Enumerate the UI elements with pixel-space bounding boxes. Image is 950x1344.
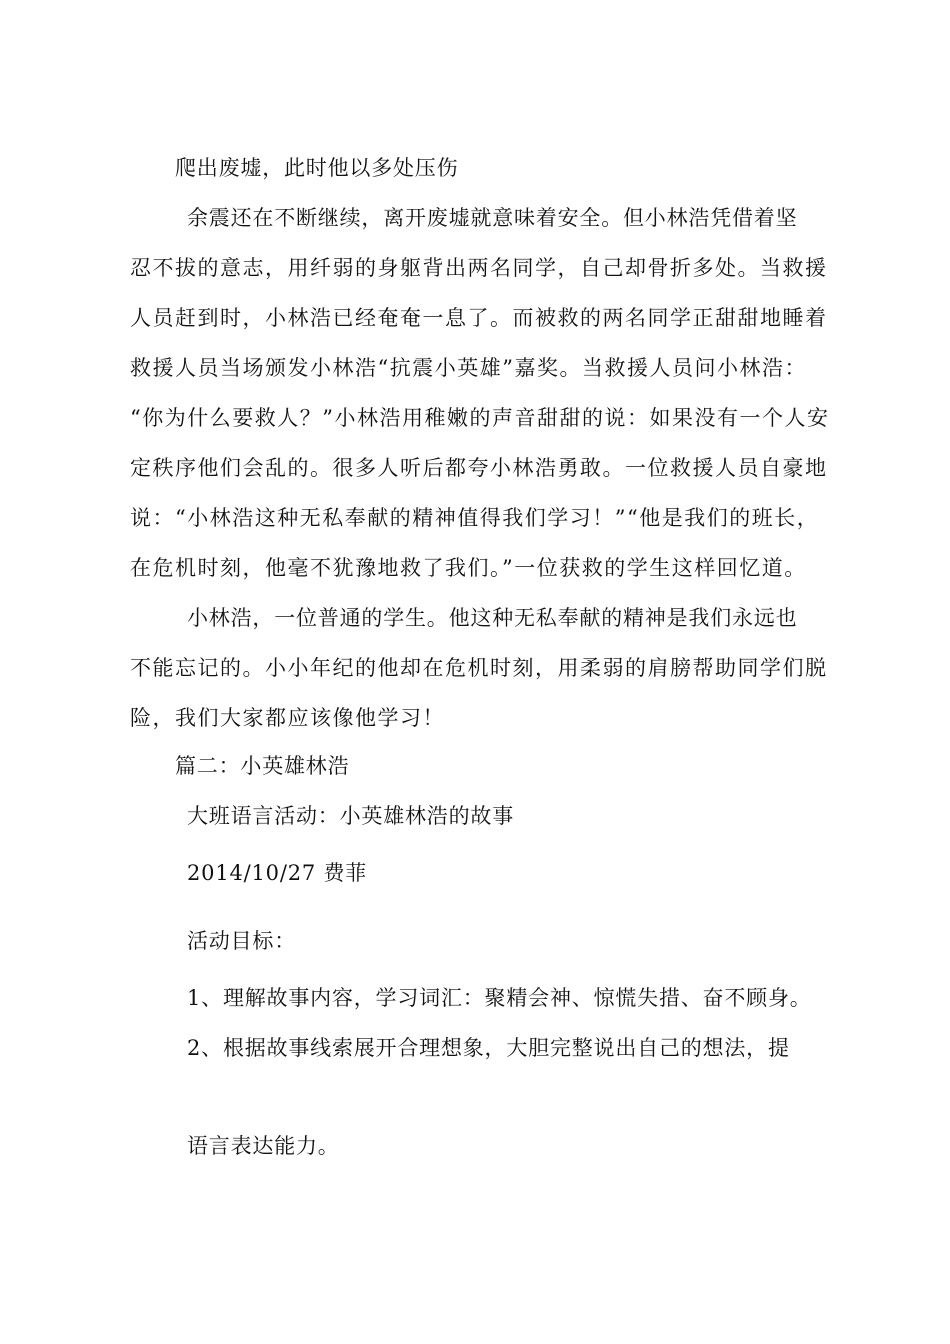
activity-title: 大班语言活动：小英雄林浩的故事 xyxy=(187,804,514,828)
paragraph-2-line-2: 不能忘记的。小小年纪的他却在危机时刻，用柔弱的肩膀帮助同学们脱 xyxy=(130,656,828,680)
paragraph-1-line-8: 在危机时刻，他毫不犹豫地救了我们。”一位获救的学生这样回忆道。 xyxy=(130,556,807,580)
paragraph-1-line-4: 救援人员当场颁发小林浩“抗震小英雄”嘉奖。当救援人员问小林浩： xyxy=(130,356,807,380)
goal-item-2: 2、根据故事线索展开合理想象，大胆完整说出自己的想法，提 xyxy=(187,1036,790,1060)
goal-item-1: 1、理解故事内容，学习词汇：聚精会神、惊慌失措、奋不顾身。 xyxy=(187,986,812,1010)
text-line-1: 爬出废墟，此时他以多处压伤 xyxy=(175,156,459,180)
paragraph-1-line-3: 人员赶到时，小林浩已经奄奄一息了。而被救的两名同学正甜甜地睡着 xyxy=(130,306,828,330)
paragraph-2-line-1: 小林浩，一位普通的学生。他这种无私奉献的精神是我们永远也 xyxy=(187,606,798,630)
paragraph-1-line-1: 余震还在不断继续，离开废墟就意味着安全。但小林浩凭借着坚 xyxy=(187,206,798,230)
paragraph-1-line-2: 忍不拔的意志，用纤弱的身躯背出两名同学，自己却骨折多处。当救援 xyxy=(130,256,828,280)
paragraph-1-line-5: “你为什么要救人？”小林浩用稚嫩的声音甜甜的说：如果没有一个人安 xyxy=(130,406,830,430)
paragraph-1-line-6: 定秩序他们会乱的。很多人听后都夸小林浩勇敢。一位救援人员自豪地 xyxy=(130,456,828,480)
paragraph-1-line-7: 说：“小林浩这种无私奉献的精神值得我们学习！”“他是我们的班长， xyxy=(130,506,820,530)
paragraph-2-line-3: 险，我们大家都应该像他学习！ xyxy=(130,706,445,730)
goals-heading: 活动目标： xyxy=(187,929,296,953)
date-author: 2014/10/27 费菲 xyxy=(187,861,368,885)
goal-item-2-continued: 语言表达能力。 xyxy=(187,1134,340,1158)
section-heading: 篇二：小英雄林浩 xyxy=(175,754,350,778)
